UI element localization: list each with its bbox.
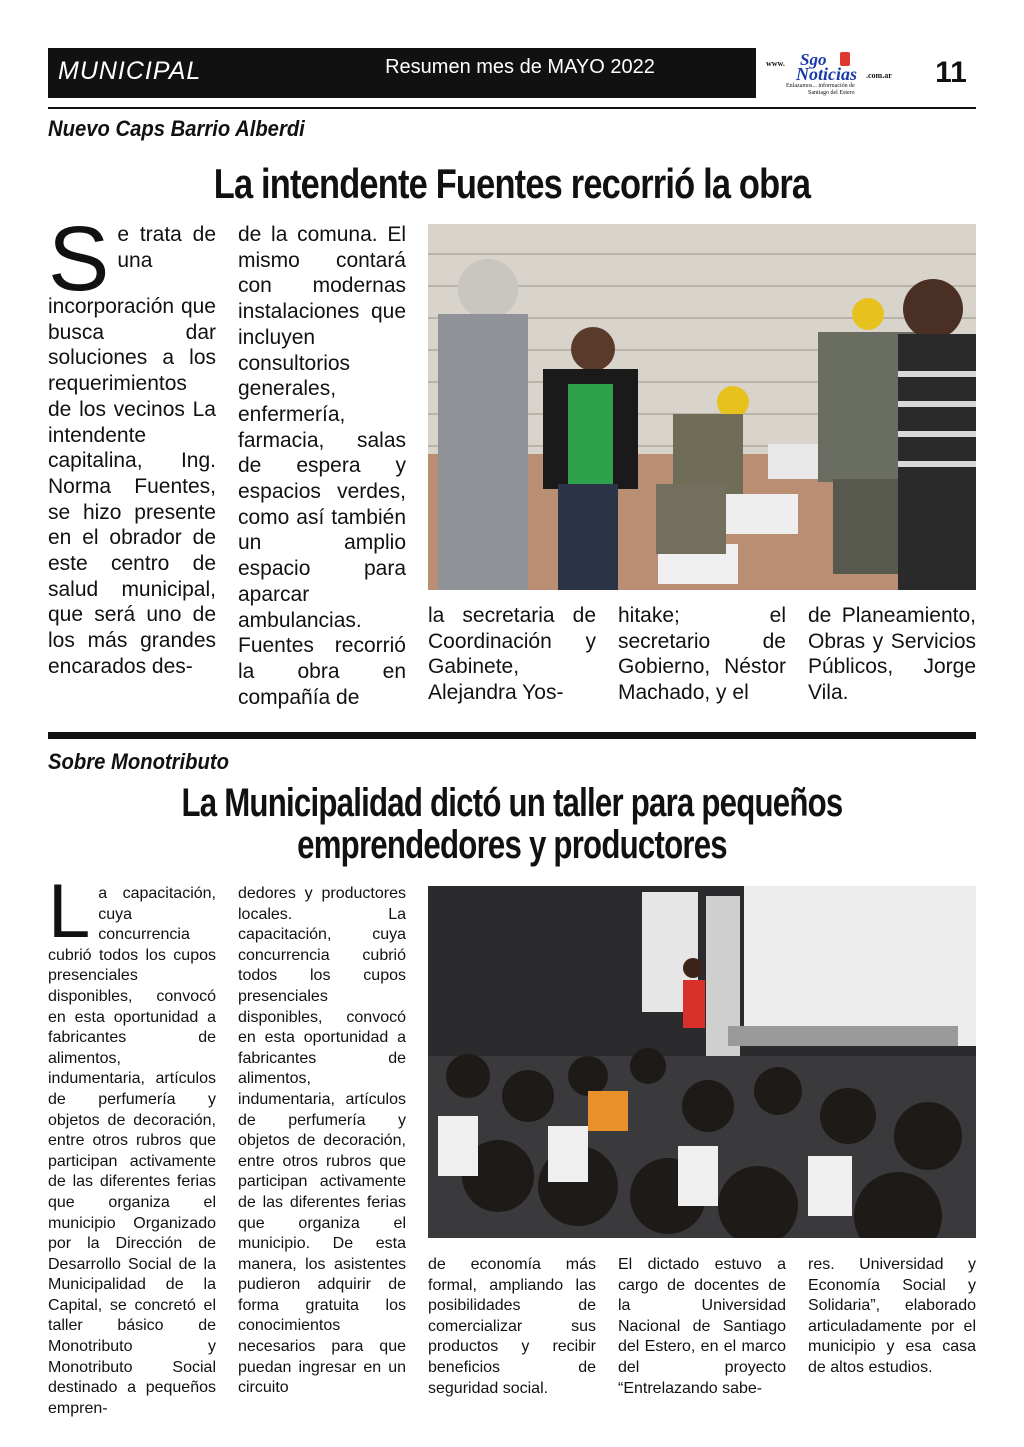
article1-headline: La intendente Fuentes recorrió la obra	[213, 160, 811, 207]
logo-suffix: .com.ar	[866, 71, 892, 80]
article2-col1-text: a capacitación, cuya concurrencia cubrió todos los cupos presenciales disponibles, convocó en esta oportunidad a fabricantes de alimentos, indumentaria, artículos de perfumería y objetos de decoración, entre otros rubros que participan activamente de las diferentes ferias que organiza el municipio Organizado por la Dirección de Desarrollo Social de la Municipalidad de la Capital, se concretó el taller básico de Monotributo y Monotributo Social destinado a pequeños empren-	[48, 885, 216, 1417]
workshop-audience-photo	[428, 886, 976, 1238]
article2-column-4: El dictado estuvo a cargo de docentes de la Universidad Nacional de Santiago del Estero, en el marco del proyecto “Entrelazando sabe-	[618, 1256, 786, 1397]
article2-headline-line-1: La Municipalidad dictó un taller para pequeños	[181, 781, 843, 825]
article2-kicker: Sobre Monotributo	[48, 749, 230, 774]
header-rule	[48, 107, 976, 109]
article-divider	[48, 732, 976, 739]
article2-column-2: dedores y productores locales. La capacitación, cuya concurrencia cubrió todos los cupos presenciales disponibles, convocó en esta oportunidad a fabricantes de alimentos, indumentaria, artículos de perfumería y objetos de decoración, entre otros rubros que participan activamente de las diferentes ferias que organiza el municipio. De esta manera, los asistentes pudieron adquirir de forma gratuita los conocimientos necesarios para que puedan ingresar en un circuito	[238, 885, 406, 1397]
article1-dropcap: S	[48, 208, 110, 310]
article2-headline-line-2: emprendedores y productores	[297, 823, 727, 867]
logo-tagline-2: Santiago del Estero	[808, 90, 855, 96]
article2-column-1	[48, 869, 216, 1419]
logo-name-top: Sgo	[800, 50, 827, 69]
article2-photo	[428, 886, 976, 1238]
logo-tagline-1: Enlazamos... información de	[786, 83, 855, 89]
construction-site-photo	[428, 224, 976, 590]
article2-column-5: res. Universidad y Economía Social y Solidaria”, elaborado articuladamente por el municipio y esa casa de altos estudios.	[808, 1256, 976, 1376]
issue-label: Resumen mes de MAYO 2022	[385, 56, 655, 78]
article1-col1-text: e trata de una incorporación que busca dar soluciones a los requerimientos de los vecinos La intendente capitalina, Ing. Norma Fuentes, se hizo presente en el obrador de este centro de salud municipal, que será uno de los más grandes encarados des-	[48, 223, 216, 678]
article1-column-4: hitake; el secretario de Gobierno, Néstor Machado, y el	[618, 604, 786, 705]
article2-headline	[150, 782, 874, 866]
article1-column-3: la secretaria de Coordinación y Gabinete, Alejandra Yos-	[428, 604, 596, 705]
article1-photo	[428, 224, 976, 590]
site-logo[interactable]	[766, 50, 916, 96]
logo-name-bottom: Noticias	[796, 64, 857, 84]
page-number: 11	[935, 56, 967, 89]
logo-prefix: www.	[766, 59, 785, 68]
article1-column-2: de la comuna. El mismo contará con modernas instalaciones que incluyen consultorios generales, enfermería, farmacia, salas de espera y espacios verdes, como así también un amplio espacio para aparcar ambulancias. Fuentes recorrió la obra en compañía de	[238, 223, 406, 709]
article2-dropcap: L	[48, 869, 91, 954]
article1-column-5: de Planeamiento, Obras y Servicios Públicos, Jorge Vila.	[808, 604, 976, 705]
section-label: MUNICIPAL	[58, 57, 202, 85]
article2-column-3: de economía más formal, ampliando las posibilidades de comercializar sus productos y recibir beneficios de seguridad social.	[428, 1256, 596, 1397]
article1-kicker: Nuevo Caps Barrio Alberdi	[48, 116, 305, 141]
article1-column-1	[48, 208, 216, 680]
